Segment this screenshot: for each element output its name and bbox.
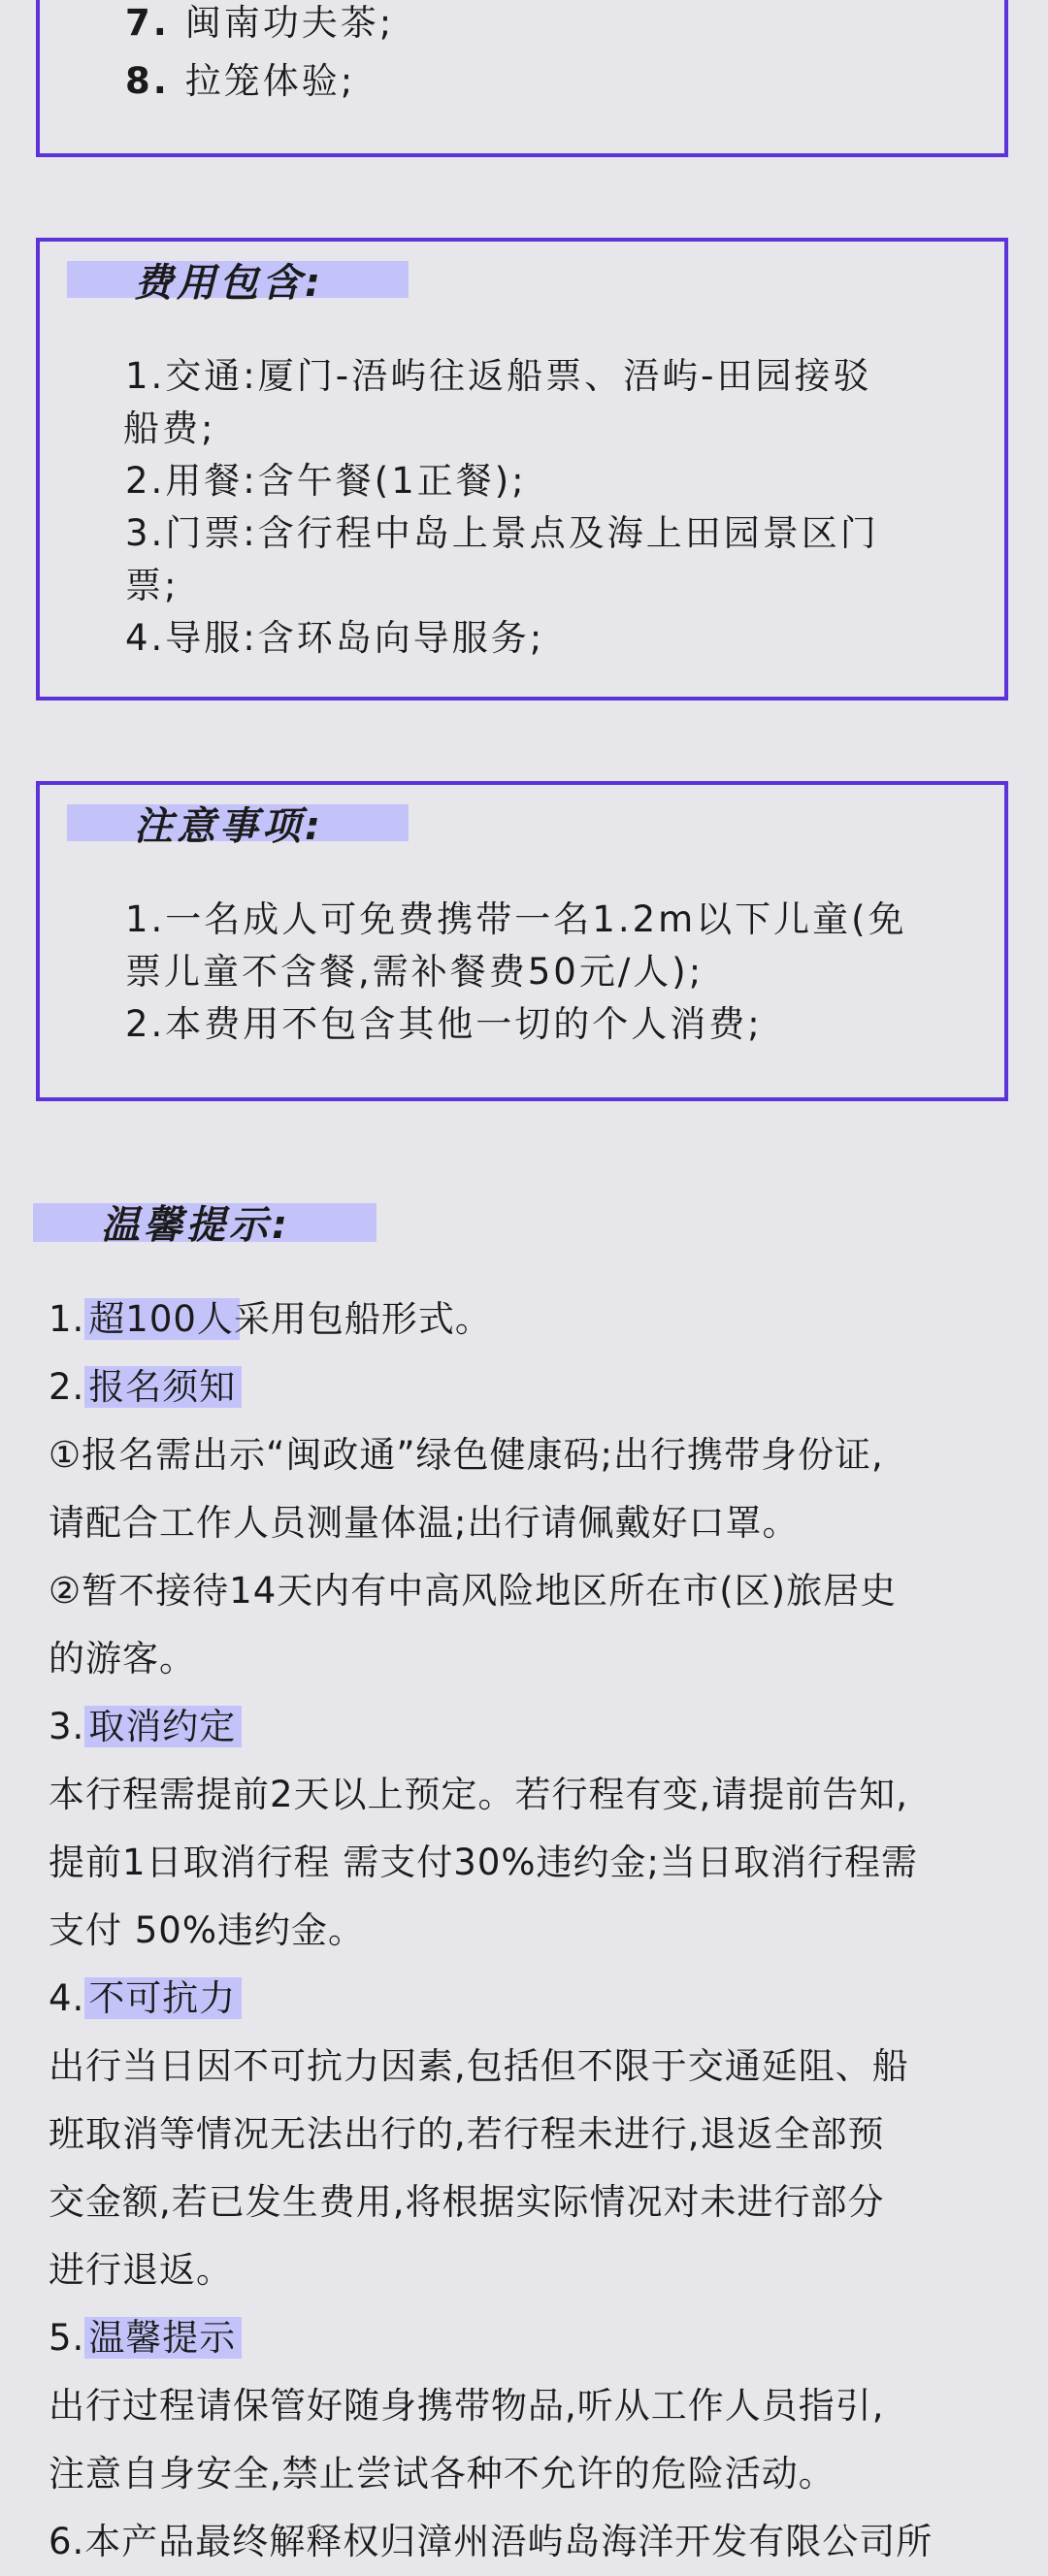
notice-list xyxy=(125,894,979,1051)
tip-line: 请配合工作人员测量体温;出行请佩戴好口罩。 xyxy=(49,1502,800,1544)
tip-item-6-partial: 6.本产品最终解释权归漳州浯屿岛海洋开发有限公司所 xyxy=(49,2521,933,2562)
list-item: 票; xyxy=(125,565,180,606)
list-item: 4.导服:含环岛向导服务; xyxy=(125,617,545,659)
tip-line: 进行退返。 xyxy=(49,2249,233,2291)
tip-item-3-heading: 3. 取消约定 xyxy=(49,1693,1019,1761)
list-item: 7. 闽南功夫茶; xyxy=(125,2,395,44)
highlight: 超100人 xyxy=(84,1298,240,1340)
tips-title-bar xyxy=(33,1203,377,1248)
tip-line: 班取消等情况无法出行的,若行程未进行,退返全部预 xyxy=(49,2113,885,2155)
tip-line: ①报名需出示“闽政通”绿色健康码;出行携带身份证, xyxy=(49,1434,884,1476)
list-item: 船费; xyxy=(123,408,216,449)
list-item: 8. 拉笼体验; xyxy=(125,60,356,102)
fee-box-title: 费用包含: xyxy=(134,261,324,306)
tip-line: 本行程需提前2天以上预定。若行程有变,请提前告知, xyxy=(49,1774,909,1815)
list-item: 2.本费用不包含其他一切的个人消费; xyxy=(125,1003,763,1045)
tip-line: ②暂不接待14天内有中高风险地区所在市(区)旅居史 xyxy=(49,1570,898,1612)
highlight: 取消约定 xyxy=(84,1706,242,1747)
tips-section xyxy=(49,1286,1019,2576)
tip-line: 注意自身安全,禁止尝试各种不允许的危险活动。 xyxy=(49,2453,835,2494)
tip-item-2-heading: 2. 报名须知 xyxy=(49,1353,1019,1421)
tip-item-5-heading: 5. 温馨提示 xyxy=(49,2304,1019,2372)
list-item: 1.一名成人可免费携带一名1.2m以下儿童(免 xyxy=(125,898,907,940)
tip-line: 提前1日取消行程 需支付30%违约金;当日取消行程需 xyxy=(49,1842,919,1883)
fee-box-title-bar xyxy=(67,261,409,306)
tip-line: 出行过程请保管好随身携带物品,听从工作人员指引, xyxy=(49,2385,885,2427)
fee-list xyxy=(125,350,979,665)
list-item: 1.交通:厦门-浯屿往返船票、浯屿-田园接驳 xyxy=(125,355,872,397)
activity-box xyxy=(36,0,1008,157)
notice-box xyxy=(36,781,1008,1101)
list-item: 3.门票:含行程中岛上景点及海上田园景区门 xyxy=(125,512,879,554)
notice-box-title-bar xyxy=(67,804,409,849)
highlight: 温馨提示 xyxy=(84,2317,242,2359)
list-item: 票儿童不含餐,需补餐费50元/人); xyxy=(125,951,704,993)
tips-title: 温馨提示: xyxy=(101,1203,291,1248)
activity-list xyxy=(125,0,979,111)
highlight: 报名须知 xyxy=(84,1366,242,1408)
tip-line: 出行当日因不可抗力因素,包括但不限于交通延阻、船 xyxy=(49,2045,909,2087)
list-item: 2.用餐:含午餐(1正餐); xyxy=(125,460,527,502)
fee-box xyxy=(36,238,1008,701)
tip-item-1: 1. 超100人采用包船形式。 xyxy=(49,1298,492,1340)
tip-line: 支付 50%违约金。 xyxy=(49,1909,365,1951)
tip-item-4-heading: 4. 不可抗力 xyxy=(49,1965,1019,2033)
tip-line: 交金额,若已发生费用,将根据实际情况对未进行部分 xyxy=(49,2181,885,2223)
tip-line: 的游客。 xyxy=(49,1638,196,1679)
notice-box-title: 注意事项: xyxy=(134,804,324,849)
highlight: 不可抗力 xyxy=(84,1977,242,2019)
